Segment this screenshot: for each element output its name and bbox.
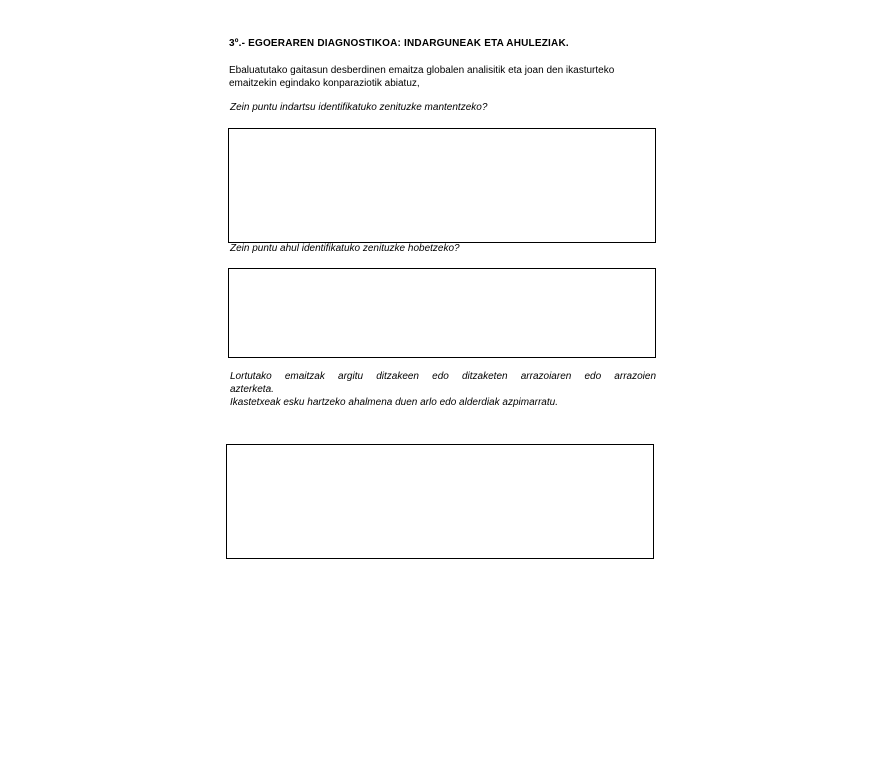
reasons-answer-box[interactable] (226, 444, 654, 559)
weaknesses-answer-box[interactable] (228, 268, 656, 358)
reasons-question-line-3: Ikastetxeak esku hartzeko ahalmena duen arlo edo alderdiak azpimarratu. (230, 397, 558, 408)
reasons-question (230, 370, 656, 409)
strengths-question: Zein puntu indartsu identifikatuko zenituzke mantentzeko? (230, 102, 488, 113)
intro-paragraph: Ebaluatutako gaitasun desberdinen emaitza globalen analisitik eta joan den ikasturteko emaitzekin egindako konparaziotik abiatuz, (229, 65, 615, 89)
reasons-question-line-1: Lortutako emaitzak argitu ditzakeen edo ditzaketen arrazoiaren edo arrazoien (230, 371, 656, 382)
section-heading: 3º.- EGOERAREN DIAGNOSTIKOA: INDARGUNEAK ETA AHULEZIAK. (229, 38, 569, 49)
weaknesses-question: Zein puntu ahul identifikatuko zenituzke hobetzeko? (230, 243, 460, 254)
strengths-answer-box[interactable] (228, 128, 656, 243)
reasons-question-line-2: azterketa. (230, 384, 274, 395)
